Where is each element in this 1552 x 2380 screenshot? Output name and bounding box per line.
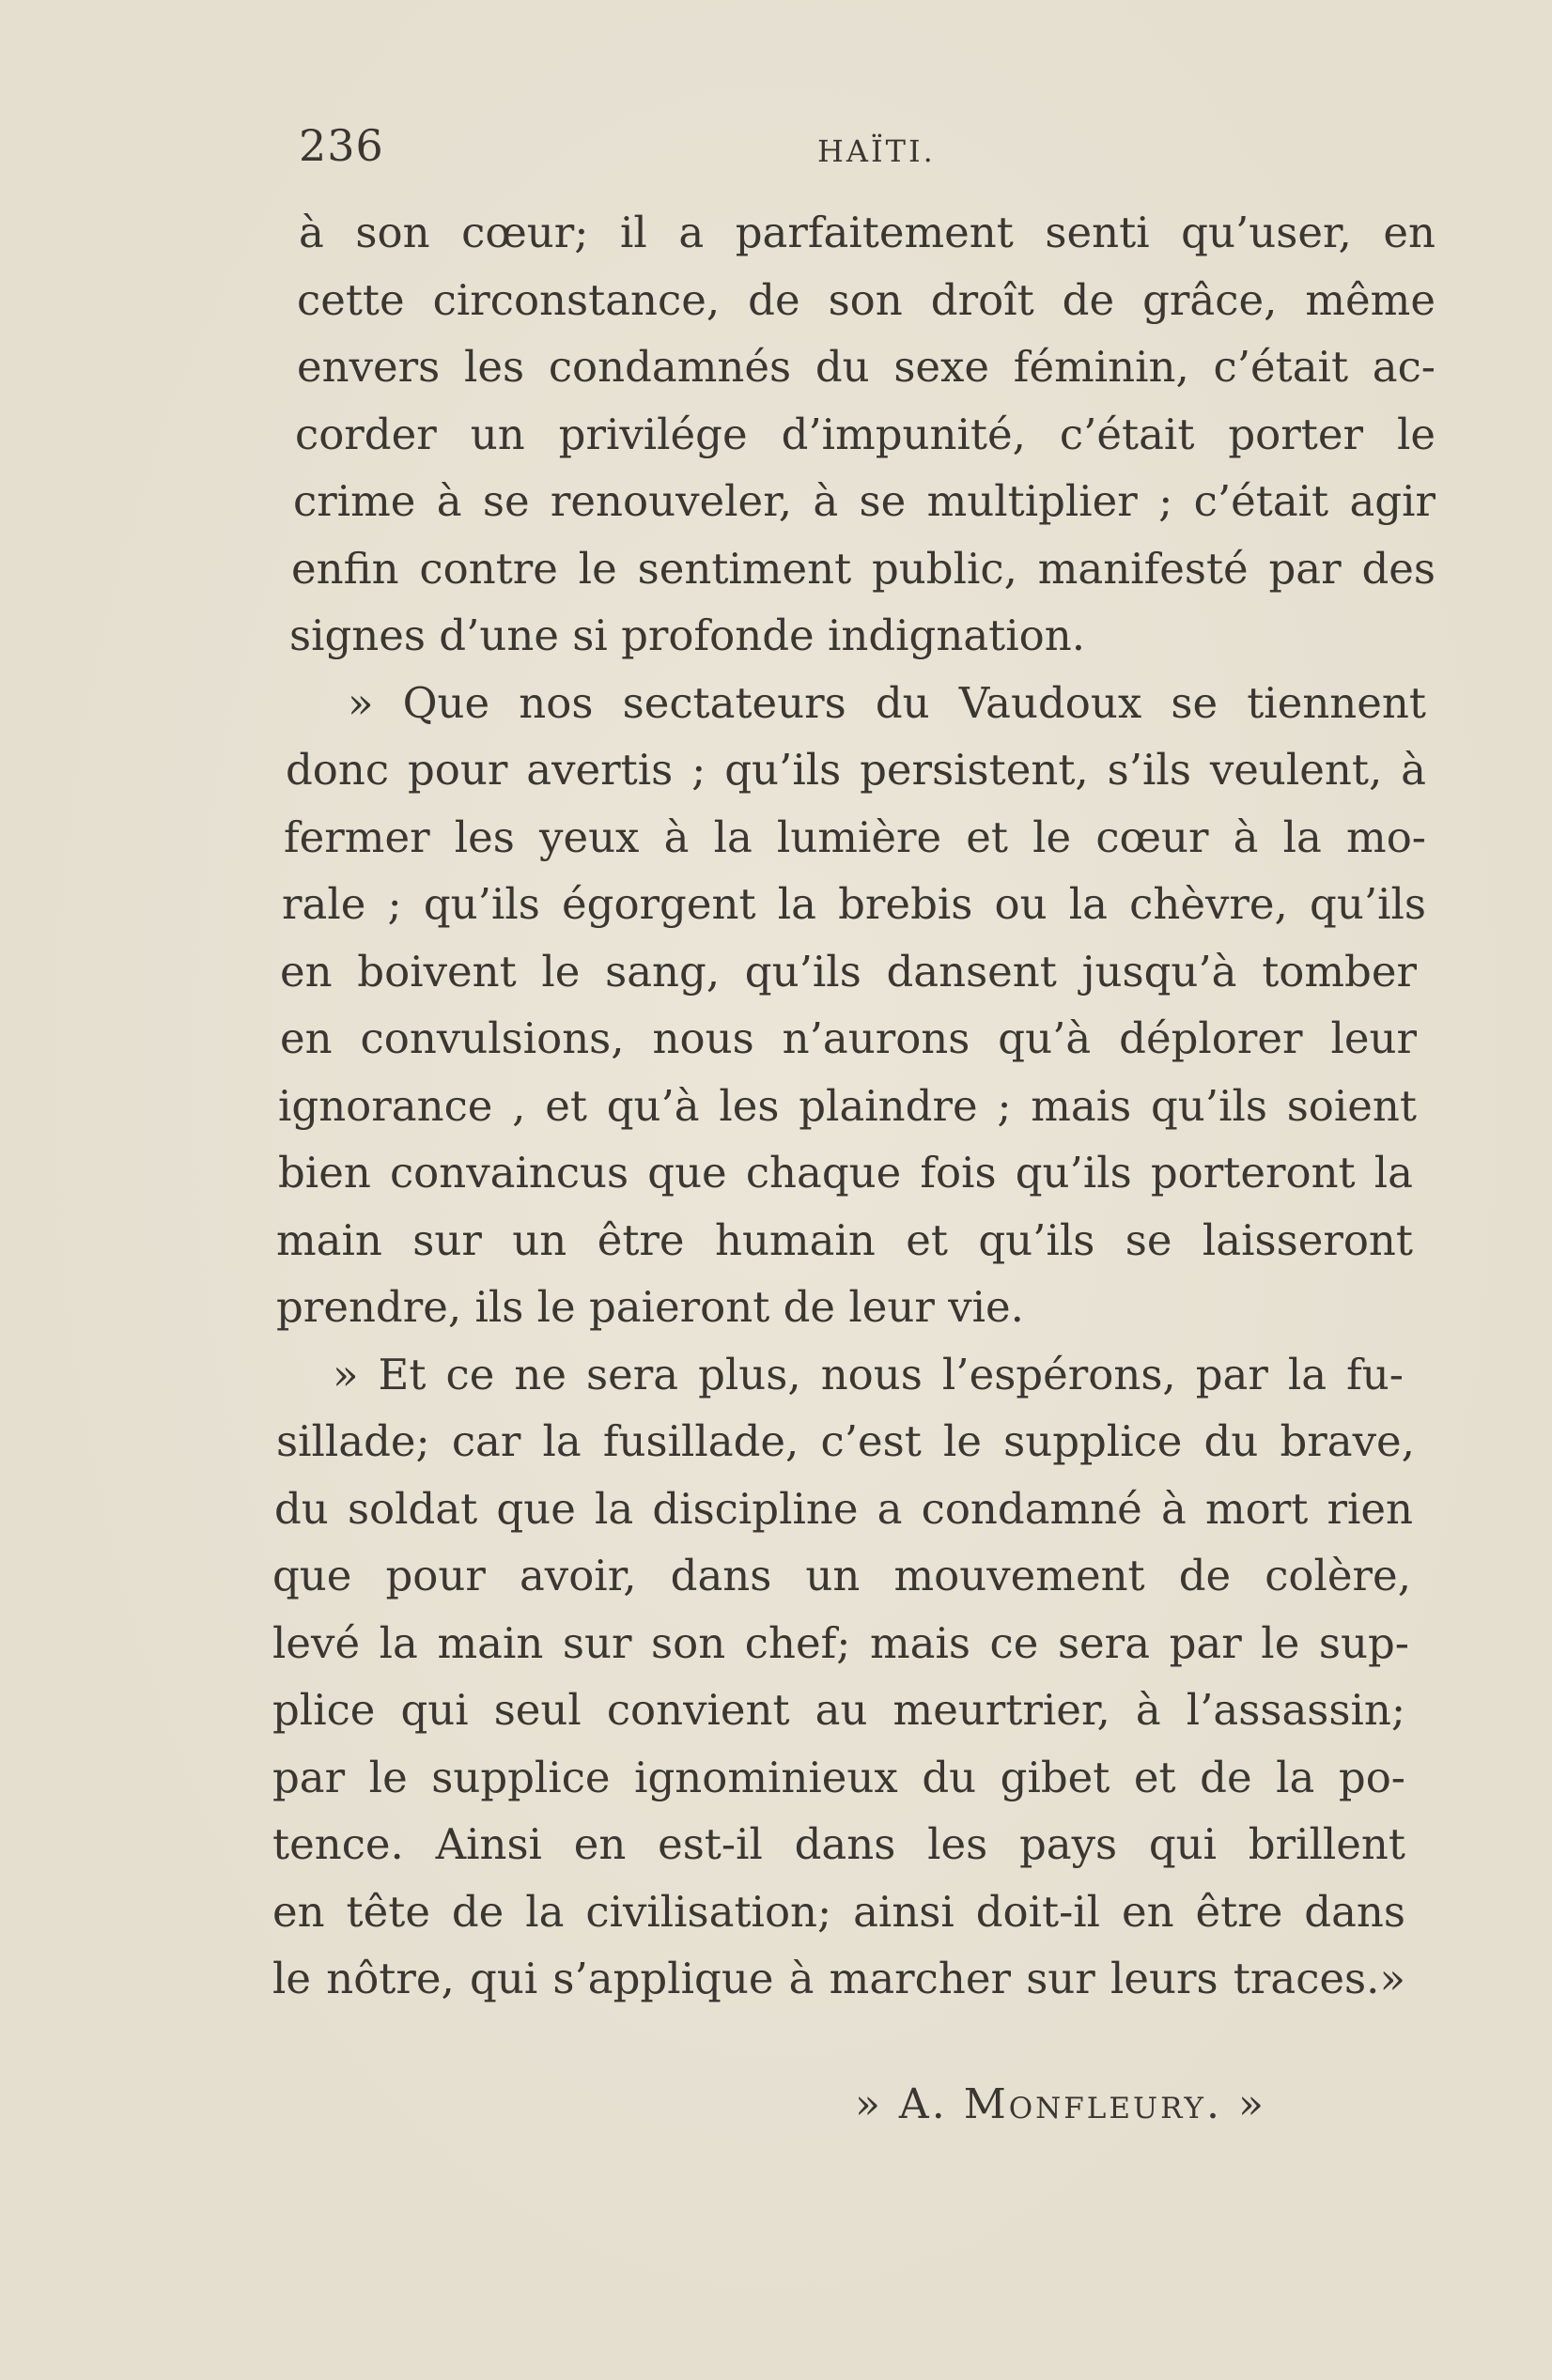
text-line: du soldat que la discipline a condamné à mort rien xyxy=(274,1483,1413,1534)
running-title: HAÏTI. xyxy=(817,133,936,169)
page-header xyxy=(299,120,1436,186)
signature xyxy=(855,2080,1266,2128)
text-line: rale ; qu’ils égorgent la brebis ou la chèvre, qu’ils xyxy=(282,879,1426,929)
text-line: main sur un être humain et qu’ils se laisseront xyxy=(276,1214,1413,1265)
text-line: par le supplice ignominieux du gibet et de la po- xyxy=(272,1752,1405,1802)
text-line: sillade; car la fusillade, c’est le supplice du brave, xyxy=(276,1416,1415,1466)
text-line: plice qui seul convient au meurtrier, à l’assassin; xyxy=(272,1685,1405,1735)
text-line: » Et ce ne sera plus, nous l’espérons, par la fu- xyxy=(333,1349,1404,1399)
text-line: prendre, ils le paieront de leur vie. xyxy=(276,1282,1024,1332)
text-line: en tête de la civilisation; ainsi doit-il en être dans xyxy=(272,1886,1405,1937)
text-line: en convulsions, nous n’aurons qu’à déplorer leur xyxy=(280,1013,1417,1063)
text-line: corder un privilége d’impunité, c’était porter le xyxy=(295,409,1436,459)
text-line: ignorance , et qu’à les plaindre ; mais qu’ils soient xyxy=(278,1080,1417,1131)
text-line: levé la main sur son chef; mais ce sera par le sup- xyxy=(272,1617,1409,1668)
text-line: tence. Ainsi en est-il dans les pays qui brillent xyxy=(272,1819,1405,1869)
text-line: crime à se renouveler, à se multiplier ; c’était agir xyxy=(293,476,1436,526)
page-number: 236 xyxy=(299,120,384,171)
signature-name: Monfleury. xyxy=(963,2080,1222,2128)
text-line: bien convaincus que chaque fois qu’ils porteront la xyxy=(278,1148,1413,1198)
signature-open-quote: » xyxy=(855,2080,883,2128)
text-line: le nôtre, qui s’applique à marcher sur leurs traces.» xyxy=(272,1954,1405,2003)
text-line: enfin contre le sentiment public, manifesté par des xyxy=(291,543,1436,594)
text-line: donc pour avertis ; qu’ils persistent, s’ils veulent, à xyxy=(286,745,1426,795)
signature-close-quote: » xyxy=(1237,2080,1266,2128)
text-line: » Que nos sectateurs du Vaudoux se tiennent xyxy=(348,677,1426,728)
text-line: en boivent le sang, qu’ils dansent jusqu’à tomber xyxy=(280,946,1417,997)
text-line: à son cœur; il a parfaitement senti qu’user, en xyxy=(299,208,1436,257)
text-line: que pour avoir, dans un mouvement de colère, xyxy=(272,1551,1411,1600)
signature-initial: A. xyxy=(898,2080,948,2128)
text-line: cette circonstance, de son droît de grâce, même xyxy=(297,274,1436,325)
text-line: fermer les yeux à la lumière et le cœur à la mo- xyxy=(284,811,1426,862)
text-line: signes d’une si profonde indignation. xyxy=(289,610,1086,660)
body-text xyxy=(272,199,1436,2013)
text-line: envers les condamnés du sexe féminin, c’était ac- xyxy=(297,342,1436,392)
